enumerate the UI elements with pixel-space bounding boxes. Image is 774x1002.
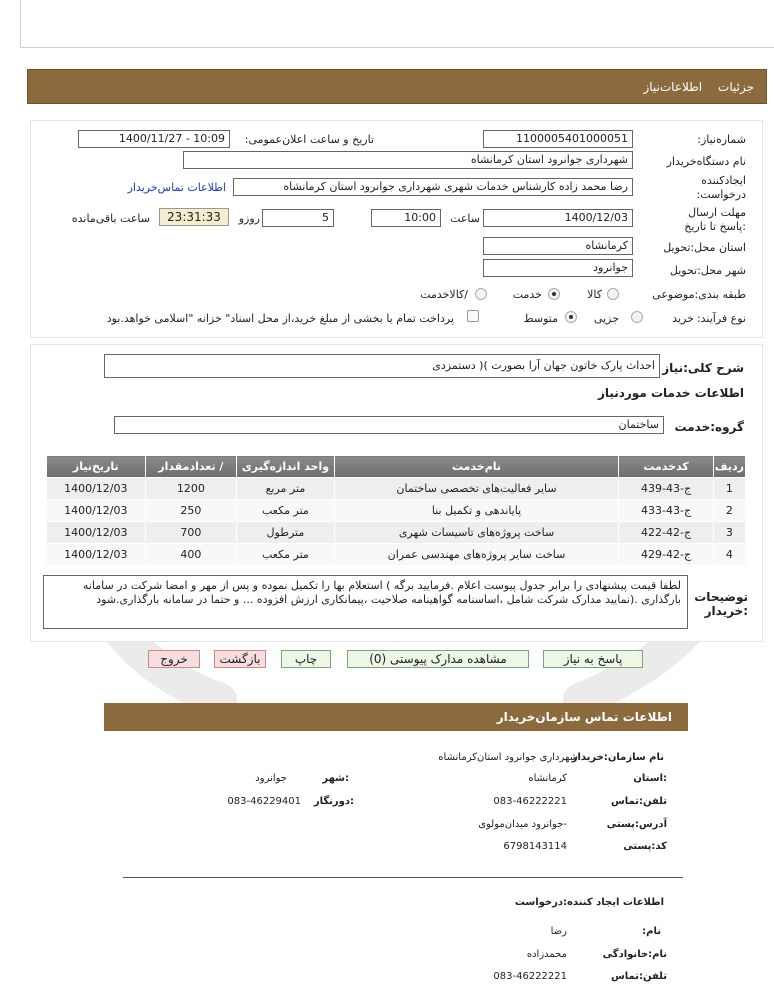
category-goods-label: کالا [587, 288, 602, 301]
col-row-header: ردیف [713, 456, 745, 478]
deadline-time-field: 10:00 [371, 209, 441, 227]
section-divider [123, 877, 683, 878]
process-medium-radio[interactable] [565, 311, 577, 323]
city-value: جوانرود [255, 773, 287, 784]
need-number-label: شماره‌نیاز: [697, 133, 746, 146]
cell-name: ساخت سایر پروژه‌های مهندسی عمران [334, 544, 619, 566]
delivery-province-label: استان محل:تحویل [663, 241, 746, 254]
col-name-header: نام‌خدمت [334, 456, 619, 478]
cell-date: 1400/12/03 [47, 544, 146, 566]
col-code-header: کدخدمت [619, 456, 713, 478]
cell-code: ج-43-433 [619, 500, 713, 522]
buyer-contact-link[interactable]: اطلاعات تماس‌خریدار [127, 181, 226, 194]
cell-unit: متر مربع [237, 478, 334, 500]
creator-family-value: محمدزاده [526, 949, 567, 960]
services-section-title: اطلاعات خدمات موردنیاز [597, 386, 744, 400]
province-value: کرمانشاه [528, 773, 567, 784]
treasury-payment-note: پرداخت تمام یا بخشی از مبلغ خرید،از محل اسناد" خزانه "اسلامی خواهد.بود [106, 312, 454, 325]
cell-qty: 1200 [145, 478, 237, 500]
buyer-notes-field: لطفا قیمت پیشنهادی را برابر جدول پیوست اعلام .فرمایید برگه ) استعلام بها را تکمیل نموده و پس از مهر و امضا شرکت در سامانه بارگذاری .(نمایید مدارک شرکت شامل ،اساسنامه گواهینامه صلاحیت ،پیمانکاری ارزش افزوده ... و حتما در سامانه بارگذاری.شود [43, 575, 688, 629]
col-qty-header: / تعدادمقدار [145, 456, 237, 478]
cell-qty: 700 [145, 522, 237, 544]
delivery-province-field: کرمانشاه [483, 237, 633, 255]
cell-name: ساخت پروژه‌های تاسیسات شهری [334, 522, 619, 544]
cell-row: 1 [713, 478, 745, 500]
service-group-field: ساختمان [114, 416, 664, 434]
treasury-payment-checkbox[interactable] [467, 310, 479, 322]
process-buy-label: خرید [672, 312, 694, 325]
days-label: روزو [238, 212, 260, 225]
creator-name-value: رضا [550, 926, 567, 937]
back-button[interactable]: بازگشت [214, 650, 266, 668]
tab-details[interactable]: جزئیات [718, 79, 754, 94]
creator-phone-value: 083-46222221 [493, 971, 567, 982]
cell-row: 2 [713, 500, 745, 522]
process-medium-label: متوسط [523, 312, 558, 325]
deadline-time-label: ساعت [450, 212, 480, 225]
address-value: -جوانرود میدان‌مولوی [478, 819, 567, 830]
cell-unit: متر مکعب [237, 544, 334, 566]
category-service-radio[interactable] [548, 288, 560, 300]
col-unit-header: واحد اندازه‌گیری [237, 456, 334, 478]
creator-phone-label: تلفن:تماس [610, 971, 667, 982]
cell-qty: 400 [145, 544, 237, 566]
org-name-value: شهرداری جوانرود استان‌کرمانشاه [438, 752, 578, 763]
province-label: :استان [633, 773, 667, 784]
services-table [46, 455, 746, 566]
cell-date: 1400/12/03 [47, 522, 146, 544]
page-border-top [20, 47, 774, 48]
cell-name: سایر فعالیت‌های تخصصی ساختمان [334, 478, 619, 500]
category-label: طبقه بندی:موضوعی [652, 288, 746, 301]
table-row [47, 478, 746, 500]
page-border-left [20, 0, 21, 48]
phone-label: تلفن:تماس [610, 796, 667, 807]
process-type-label: نوع فرآیند: [696, 312, 746, 325]
category-goods-service-label: /کالاخدمت [420, 288, 468, 301]
creator-label: ایجادکننده درخواست: [696, 174, 746, 201]
city-label: :شهر [322, 773, 349, 784]
remaining-days-field: 5 [262, 209, 334, 227]
fax-label: :دورنگار [313, 796, 354, 807]
category-service-label: خدمت [512, 288, 542, 301]
category-goods-radio[interactable] [607, 288, 619, 300]
cell-row: 3 [713, 522, 745, 544]
table-row [47, 522, 746, 544]
remaining-time-counter: 23:31:33 [159, 208, 229, 226]
table-row [47, 544, 746, 566]
table-row [47, 500, 746, 522]
reply-button[interactable]: پاسخ به نیاز [543, 650, 643, 668]
deadline-label: مهلت ارسال :پاسخ تا تاریخ [684, 206, 746, 233]
need-number-field: 1100005401000051 [483, 130, 633, 148]
announce-date-label: تاریخ و ساعت اعلان‌عمومی: [244, 133, 374, 146]
delivery-city-label: شهر محل:تحویل [669, 264, 746, 277]
category-goods-service-radio[interactable] [475, 288, 487, 300]
deadline-date-field: 1400/12/03 [483, 209, 633, 227]
postal-code-label: کد:پستی [623, 841, 667, 852]
print-button[interactable]: چاپ [281, 650, 331, 668]
cell-unit: مترطول [237, 522, 334, 544]
fax-value: 083-46229401 [227, 796, 301, 807]
phone-value: 083-46222221 [493, 796, 567, 807]
header-tab-bar [27, 69, 767, 104]
creator-section-title: اطلاعات ایجاد کننده:درخواست [514, 897, 664, 908]
cell-name: پایاندهی و تکمیل بنا [334, 500, 619, 522]
announce-date-field: 1400/11/27 - 10:09 [78, 130, 230, 148]
tab-need-info[interactable]: اطلاعات‌نیاز [643, 79, 703, 94]
cell-code: ج-42-422 [619, 522, 713, 544]
buyer-org-label: نام دستگاه‌خریدار [666, 155, 746, 168]
cell-date: 1400/12/03 [47, 500, 146, 522]
process-small-label: جزیی [593, 312, 619, 325]
delivery-city-field: جوانرود [483, 259, 633, 277]
buyer-org-field: شهرداری جوانرود استان کرمانشاه [183, 151, 633, 169]
address-label: آدرس:پستی [606, 819, 667, 830]
cell-code: ج-42-429 [619, 544, 713, 566]
creator-family-label: نام:خانوادگی [602, 949, 667, 960]
cell-date: 1400/12/03 [47, 478, 146, 500]
general-description-field: احداث پارک خاتون جهان آرا بصورت )( دستمزدی [104, 354, 660, 378]
postal-code-value: 6798143114 [503, 841, 567, 852]
process-small-radio[interactable] [631, 311, 643, 323]
view-attachments-button[interactable]: مشاهده مدارک پیوستی (0) [347, 650, 529, 668]
cell-code: ج-43-439 [619, 478, 713, 500]
creator-field: رضا محمد زاده کارشناس خدمات شهری شهرداری جوانرود استان کرمانشاه [233, 178, 633, 196]
cell-qty: 250 [145, 500, 237, 522]
remaining-time-label: ساعت باقی‌مانده [71, 212, 150, 225]
col-date-header: تاریخ‌نیاز [47, 456, 146, 478]
creator-name-label: نام: [642, 926, 661, 937]
org-name-label: نام سازمان:خریدار [571, 752, 664, 763]
cell-row: 4 [713, 544, 745, 566]
service-group-label: گروه:خدمت [674, 420, 744, 434]
table-header-row [47, 456, 746, 478]
exit-button[interactable]: خروج [148, 650, 200, 668]
cell-unit: متر مکعب [237, 500, 334, 522]
buyer-contact-header: اطلاعات تماس سازمان‌خریدار [104, 703, 688, 731]
buyer-notes-label: توضیحات :خریدار [694, 590, 748, 618]
general-description-label: شرح کلی:نیاز [662, 361, 744, 375]
